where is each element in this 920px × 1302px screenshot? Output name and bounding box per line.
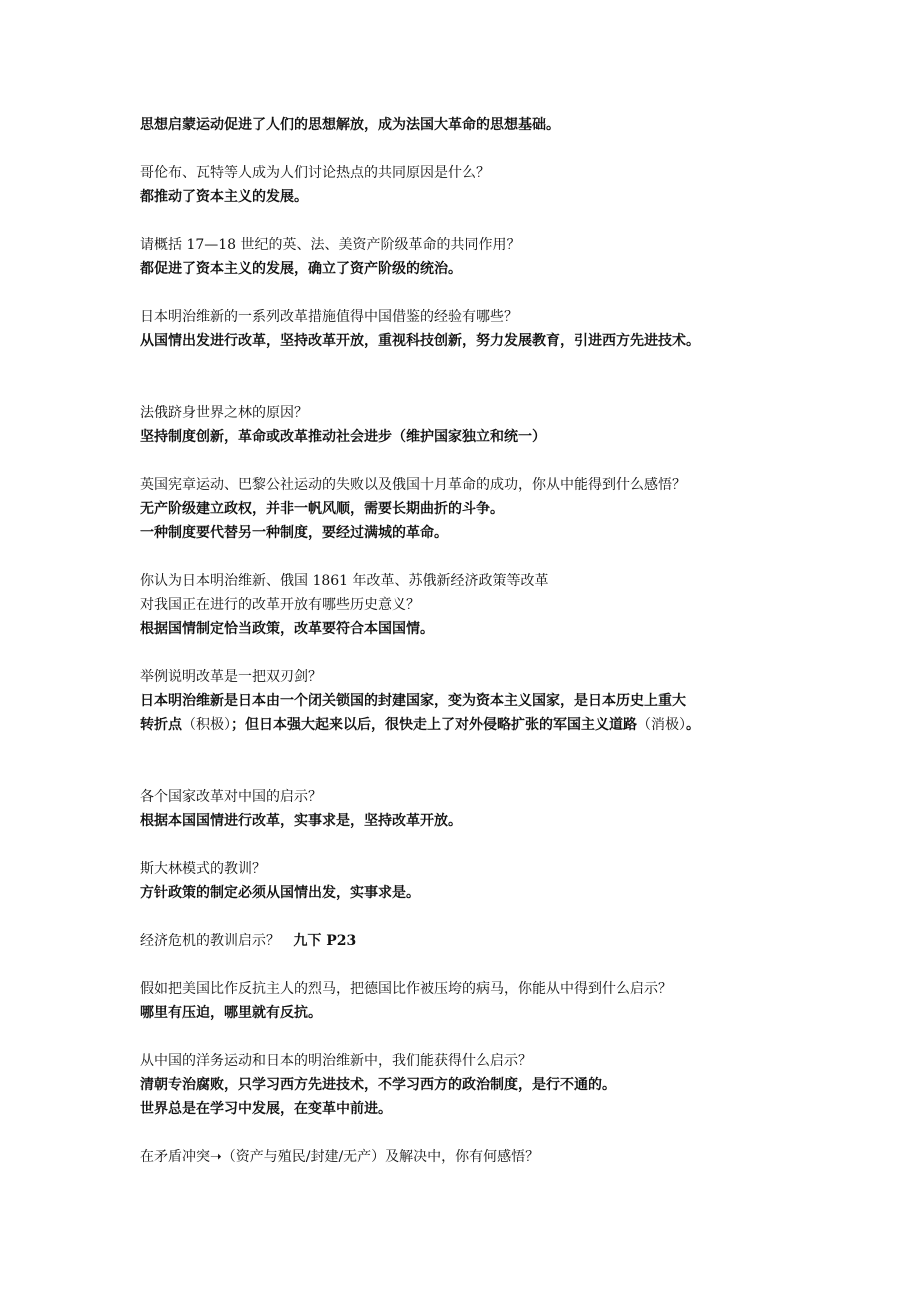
answer-text: 根据国情制定恰当政策，改革要符合本国国情。 xyxy=(140,621,434,637)
annotation-positive: （积极） xyxy=(182,717,231,733)
answer-text: 世界总是在学习中发展，在变革中前进。 xyxy=(140,1101,392,1117)
question-text: 在矛盾冲突➝（资产与殖民/封建/无产）及解决中，你有何感悟？ xyxy=(140,1149,540,1165)
question-text: 斯大林模式的教训？ xyxy=(140,861,266,877)
answer-segment: 。 xyxy=(686,717,700,733)
answer-segment: 转折点 xyxy=(140,717,182,733)
textbook-reference: 九下 P23 xyxy=(293,933,357,949)
question-text: 哥伦布、瓦特等人成为人们讨论热点的共同原因是什么？ xyxy=(140,165,490,181)
answer-text: 从国情出发进行改革，坚持改革开放，重视科技创新，努力发展教育，引进西方先进技术。 xyxy=(140,333,700,349)
answer-text: 思想启蒙运动促进了人们的思想解放，成为法国大革命的思想基础。 xyxy=(140,117,560,133)
answer-text: 坚持制度创新，革命或改革推动社会进步（维护国家独立和统一） xyxy=(140,429,546,445)
answer-text: 一种制度要代替另一种制度，要经过满城的革命。 xyxy=(140,525,448,541)
answer-text: 都推动了资本主义的发展。 xyxy=(140,189,308,205)
answer-text: 哪里有压迫，哪里就有反抗。 xyxy=(140,1005,322,1021)
question-text: 从中国的洋务运动和日本的明治维新中，我们能获得什么启示？ xyxy=(140,1053,532,1069)
question-text: 假如把美国比作反抗主人的烈马，把德国比作被压垮的病马，你能从中得到什么启示？ xyxy=(140,981,672,997)
answer-text: 清朝专治腐败，只学习西方先进技术，不学习西方的政治制度，是行不通的。 xyxy=(140,1077,616,1093)
question-text: 日本明治维新的一系列改革措施值得中国借鉴的经验有哪些？ xyxy=(140,309,518,325)
answer-segment: ；但日本强大起来以后，很快走上了对外侵略扩张的军国主义道路 xyxy=(231,717,637,733)
question-text: 各个国家改革对中国的启示？ xyxy=(140,789,322,805)
answer-text-mixed xyxy=(140,715,700,735)
question-text: 英国宪章运动、巴黎公社运动的失败以及俄国十月革命的成功，你从中能得到什么感悟？ xyxy=(140,477,686,493)
question-with-reference xyxy=(140,931,356,951)
answer-text: 日本明治维新是日本由一个闭关锁国的封建国家，变为资本主义国家，是日本历史上重大 xyxy=(140,693,686,709)
answer-text: 方针政策的制定必须从国情出发，实事求是。 xyxy=(140,885,420,901)
annotation-negative: （消极） xyxy=(637,717,686,733)
question-text: 你认为日本明治维新、俄国 1861 年改革、苏俄新经济政策等改革 xyxy=(140,573,549,589)
question-text: 法俄跻身世界之林的原因？ xyxy=(140,405,308,421)
answer-text: 无产阶级建立政权，并非一帆风顺，需要长期曲折的斗争。 xyxy=(140,501,504,517)
question-text: 对我国正在进行的改革开放有哪些历史意义？ xyxy=(140,597,420,613)
answer-text: 根据本国国情进行改革，实事求是，坚持改革开放。 xyxy=(140,813,462,829)
question-text: 请概括 17—18 世纪的英、法、美资产阶级革命的共同作用？ xyxy=(140,237,521,253)
question-segment: 经济危机的教训启示？ xyxy=(140,933,280,949)
answer-text: 都促进了资本主义的发展，确立了资产阶级的统治。 xyxy=(140,261,462,277)
question-text: 举例说明改革是一把双刃剑？ xyxy=(140,669,322,685)
